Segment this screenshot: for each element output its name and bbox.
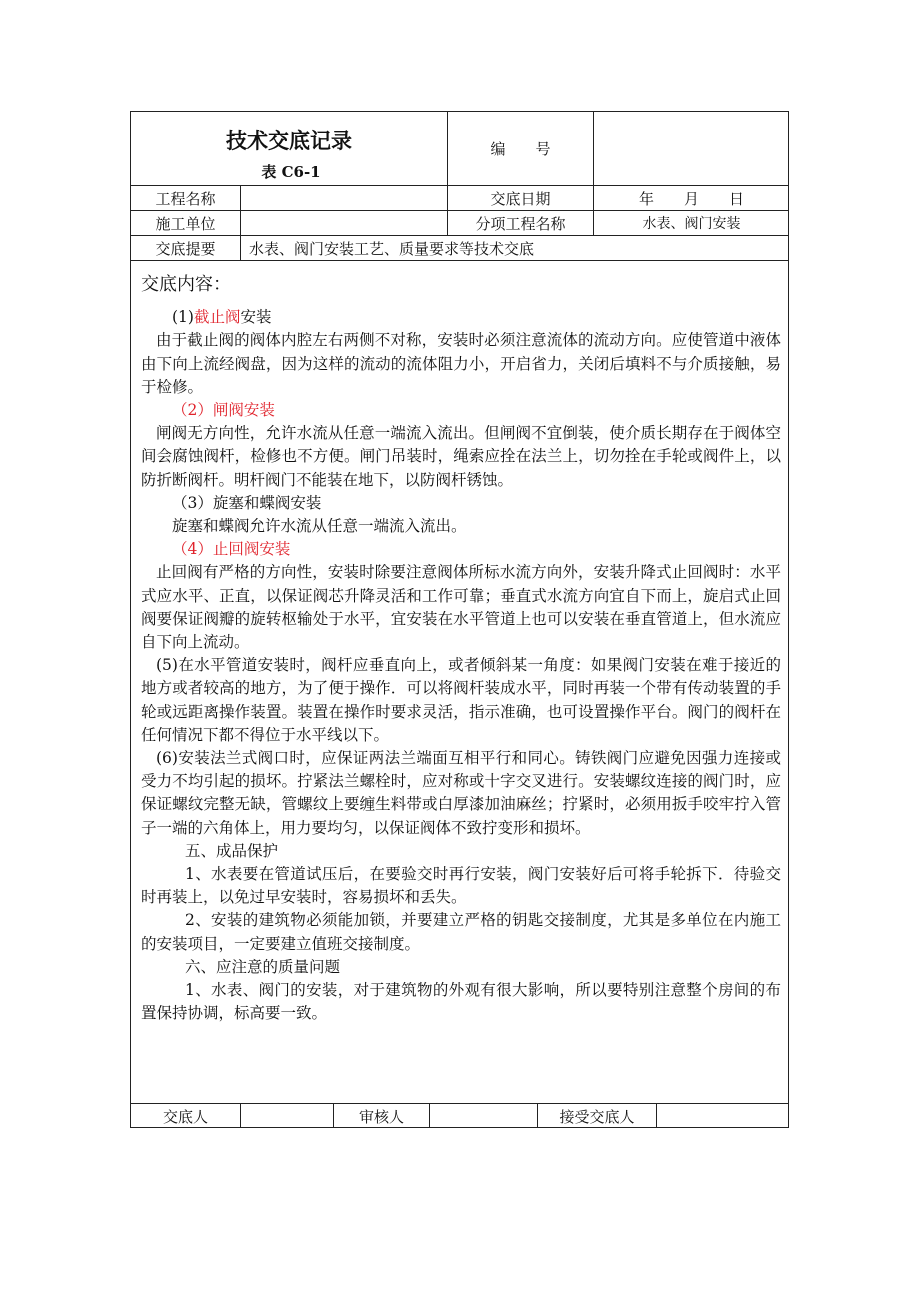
section-2-heading: （2）闸阀安装 bbox=[172, 401, 275, 420]
date-label: 交底日期 bbox=[490, 189, 551, 208]
discloser-label: 交底人 bbox=[162, 1107, 208, 1126]
project-name-value[interactable] bbox=[241, 186, 447, 210]
section-1-red-term: 截止阀 bbox=[193, 308, 241, 327]
divider-line bbox=[656, 1103, 657, 1128]
paragraph-7: 1、水表要在管道试压后，在要验交时再行安装，阀门安装好后可将手轮拆下．待验交时再装上，以免过早安装时，容易损坏和丢失。 bbox=[141, 865, 781, 907]
summary-value[interactable]: 水表、阀门安装工艺、质量要求等技术交底 bbox=[249, 239, 535, 258]
section-1-heading bbox=[141, 306, 781, 329]
divider-line bbox=[131, 185, 788, 186]
project-name-label: 工程名称 bbox=[155, 189, 216, 208]
number-label: 编 号 bbox=[490, 140, 551, 158]
section-3-heading: （3）旋塞和蝶阀安装 bbox=[172, 493, 322, 512]
summary-label: 交底提要 bbox=[155, 239, 216, 258]
paragraph-9: 1、水表、阀门的安装，对于建筑物的外观有很大影响，所以要特别注意整个房间的布置保持协调，标高要一致。 bbox=[141, 981, 781, 1023]
divider-line bbox=[333, 1103, 334, 1128]
divider-line bbox=[131, 235, 788, 236]
receiver-value[interactable] bbox=[657, 1104, 789, 1128]
paragraph-2: 闸阀无方向性，允许水流从任意一端流入流出。但闸阀不宜倒装，使介质长期存在于阀体空间会腐蚀阀杆，检修也不方便。闸门吊装时，绳索应拴在法兰上，切勿拴在手轮或阀件上，以防折断阀杆。明杆阀门不能装在地下，以防阀杆锈蚀。 bbox=[141, 424, 781, 489]
divider-line bbox=[131, 210, 788, 211]
section-1-number: (1) bbox=[172, 308, 194, 327]
divider-line bbox=[593, 112, 594, 236]
divider-line bbox=[240, 185, 241, 261]
divider-line bbox=[429, 1103, 430, 1128]
sub-project-label: 分项工程名称 bbox=[475, 214, 566, 233]
reviewer-label: 审核人 bbox=[358, 1107, 404, 1126]
discloser-value[interactable] bbox=[241, 1104, 333, 1128]
reviewer-value[interactable] bbox=[430, 1104, 537, 1128]
divider-line bbox=[537, 1103, 538, 1128]
paragraph-8: 2、安装的建筑物必须能加锁，并要建立严格的钥匙交接制度，尤其是多单位在内施工的安装项目，一定要建立值班交接制度。 bbox=[141, 911, 781, 953]
form-title: 技术交底记录 bbox=[226, 128, 352, 153]
paragraph-5: (5)在水平管道安装时，阀杆应垂直向上，或者倾斜某一角度：如果阀门安装在难于接近的地方或者较高的地方，为了便于操作．可以将阀杆装成水平，同时再装一个带有传动装置的手轮或远距离操作装置。装置在操作时要求灵活，指示准确，也可设置操作平台。阀门的阀杆在任何情况下都不得位于水平线以下。 bbox=[141, 656, 781, 744]
disclosure-content bbox=[141, 261, 781, 1026]
section-6-heading: 六、应注意的质量问题 bbox=[185, 957, 341, 976]
divider-line bbox=[447, 112, 448, 236]
section-4-heading: （4）止回阀安装 bbox=[172, 540, 291, 559]
content-heading: 交底内容： bbox=[141, 274, 231, 295]
paragraph-1: 由于截止阀的阀体内腔左右两侧不对称，安装时必须注意流体的流动方向。应使管道中液体由下向上流经阀盘，因为这样的流动的流体阻力小，开启省力，关闭后填料不与介质接触，易于检修。 bbox=[141, 331, 781, 396]
paragraph-4: 止回阀有严格的方向性，安装时除要注意阀体所标水流方向外，安装升降式止回阀时：水平式应水平、正直，以保证阀芯升降灵活和工作可靠；垂直式水流方向宜自下而上，旋启式止回阀要保证阀瓣的旋转枢输处于水平，宜安装在水平管道上也可以安装在垂直管道上，但水流应自下向上流动。 bbox=[141, 563, 781, 652]
receiver-label: 接受交底人 bbox=[559, 1107, 635, 1126]
number-value[interactable] bbox=[594, 112, 789, 185]
divider-line bbox=[131, 260, 788, 261]
unit-value[interactable] bbox=[241, 211, 447, 235]
sub-project-value[interactable]: 水表、阀门安装 bbox=[642, 216, 741, 232]
paragraph-6: (6)安装法兰式阀口时，应保证两法兰端面互相平行和同心。铸铁阀门应避免因强力连接或受力不均引起的损坏。拧紧法兰螺栓时，应对称或十字交叉进行。安装螺纹连接的阀门时，应保证螺纹完整无缺，管螺纹上要缠生料带或白厚漆加油麻丝；拧紧时，必须用扳手咬牢拧入管子一端的六角体上，用力要均匀，以保证阀体不致拧变形和损坏。 bbox=[141, 749, 781, 837]
unit-label: 施工单位 bbox=[155, 214, 216, 233]
divider-line bbox=[131, 1103, 788, 1104]
section-1-rest: 安装 bbox=[240, 308, 272, 327]
disclosure-record-form bbox=[130, 111, 789, 1128]
divider-line bbox=[240, 1103, 241, 1128]
section-5-heading: 五、成品保护 bbox=[185, 841, 279, 860]
form-number: 表 C6-1 bbox=[261, 162, 321, 181]
date-value[interactable]: 年 月 日 bbox=[638, 189, 744, 208]
paragraph-3: 旋塞和蝶阀允许水流从任意一端流入流出。 bbox=[172, 517, 467, 536]
